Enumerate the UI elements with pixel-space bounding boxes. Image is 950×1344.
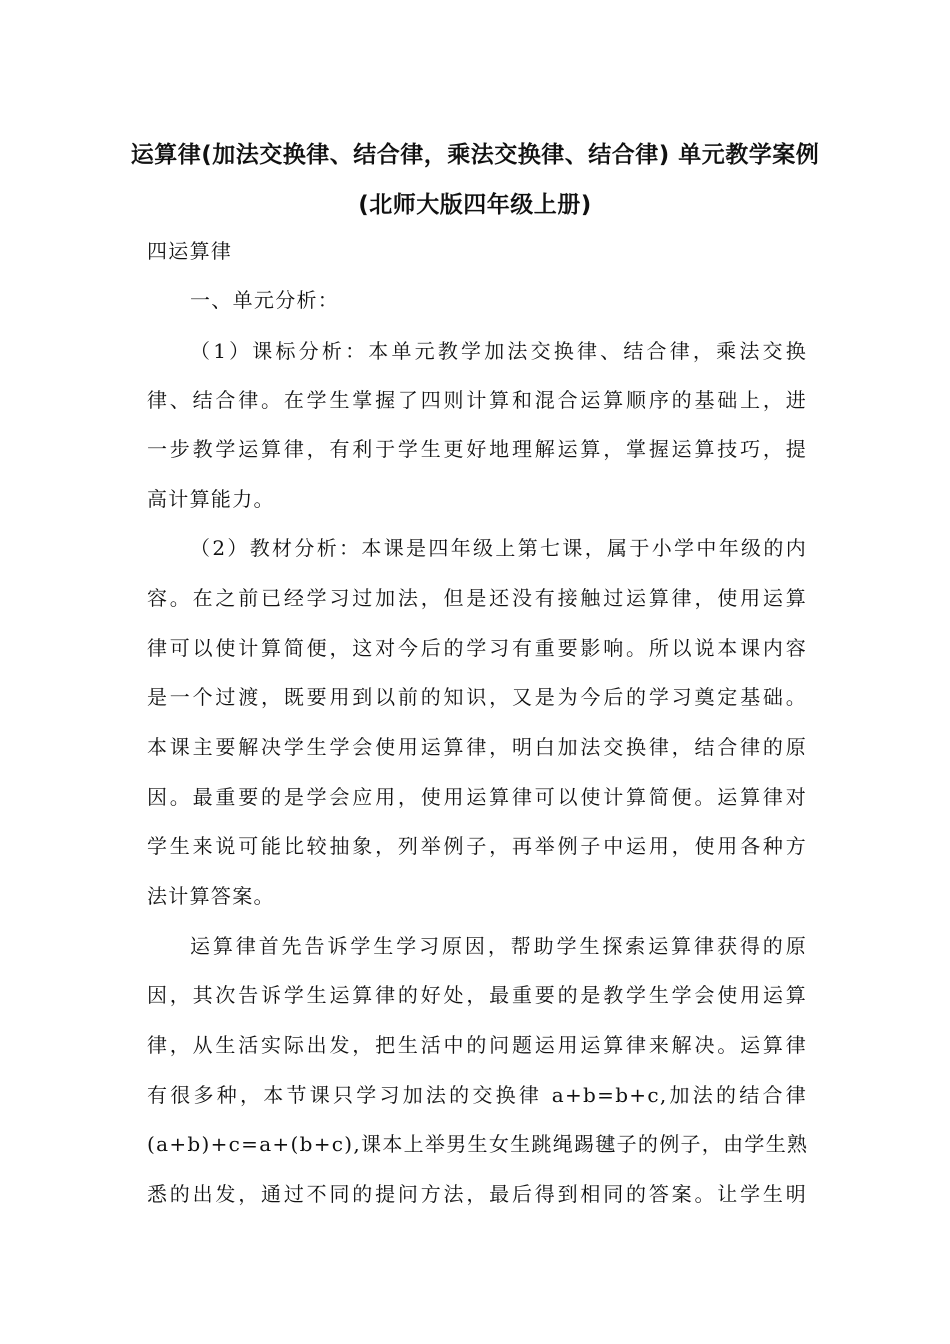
paragraph-line: 因，其次告诉学生运算律的好处，最重要的是教学生学会使用运算 <box>147 983 807 1007</box>
section-heading: 四运算律 <box>147 239 233 263</box>
paragraph-line: 悉的出发，通过不同的提问方法，最后得到相同的答案。让学生明 <box>147 1182 807 1206</box>
paragraph-line: 一步教学运算律，有利于学生更好地理解运算，掌握运算技巧，提 <box>147 437 807 461</box>
paragraph-line: 运算律首先告诉学生学习原因，帮助学生探索运算律获得的原 <box>190 934 807 958</box>
paragraph-line: 是一个过渡，既要用到以前的知识，又是为今后的学习奠定基础。 <box>147 685 807 709</box>
paragraph-line: (a+b)+c=a+(b+c),课本上举男生女生跳绳踢毽子的例子，由学生熟 <box>147 1132 809 1156</box>
paragraph-line: 因。最重要的是学会应用，使用运算律可以使计算简便。运算律对 <box>147 785 807 809</box>
paragraph-line: 高计算能力。 <box>147 487 275 511</box>
paragraph-line: 有很多种，本节课只学习加法的交换律 a+b=b+c,加法的结合律 <box>147 1083 807 1107</box>
paragraph-line: （1）课标分析：本单元教学加法交换律、结合律，乘法交换 <box>190 339 807 363</box>
paragraph-line: 本课主要解决学生学会使用运算律，明白加法交换律，结合律的原 <box>147 735 807 759</box>
paragraph-line: 律、结合律。在学生掌握了四则计算和混合运算顺序的基础上，进 <box>147 388 807 412</box>
paragraph-line: 律，从生活实际出发，把生活中的问题运用运算律来解决。运算律 <box>147 1033 807 1057</box>
paragraph-line: 律可以使计算简便，这对今后的学习有重要影响。所以说本课内容 <box>147 636 807 660</box>
paragraph-line: （2）教材分析：本课是四年级上第七课，属于小学中年级的内 <box>190 536 807 560</box>
document-title: 运算律(加法交换律、结合律，乘法交换律、结合律) 单元教学案例 <box>130 142 820 168</box>
unit-analysis-heading: 一、单元分析： <box>190 288 340 312</box>
paragraph-line: 法计算答案。 <box>147 884 275 908</box>
document-subtitle: (北师大版四年级上册) <box>358 192 592 218</box>
paragraph-line: 学生来说可能比较抽象，列举例子，再举例子中运用，使用各种方 <box>147 834 807 858</box>
paragraph-line: 容。在之前已经学习过加法，但是还没有接触过运算律，使用运算 <box>147 586 807 610</box>
